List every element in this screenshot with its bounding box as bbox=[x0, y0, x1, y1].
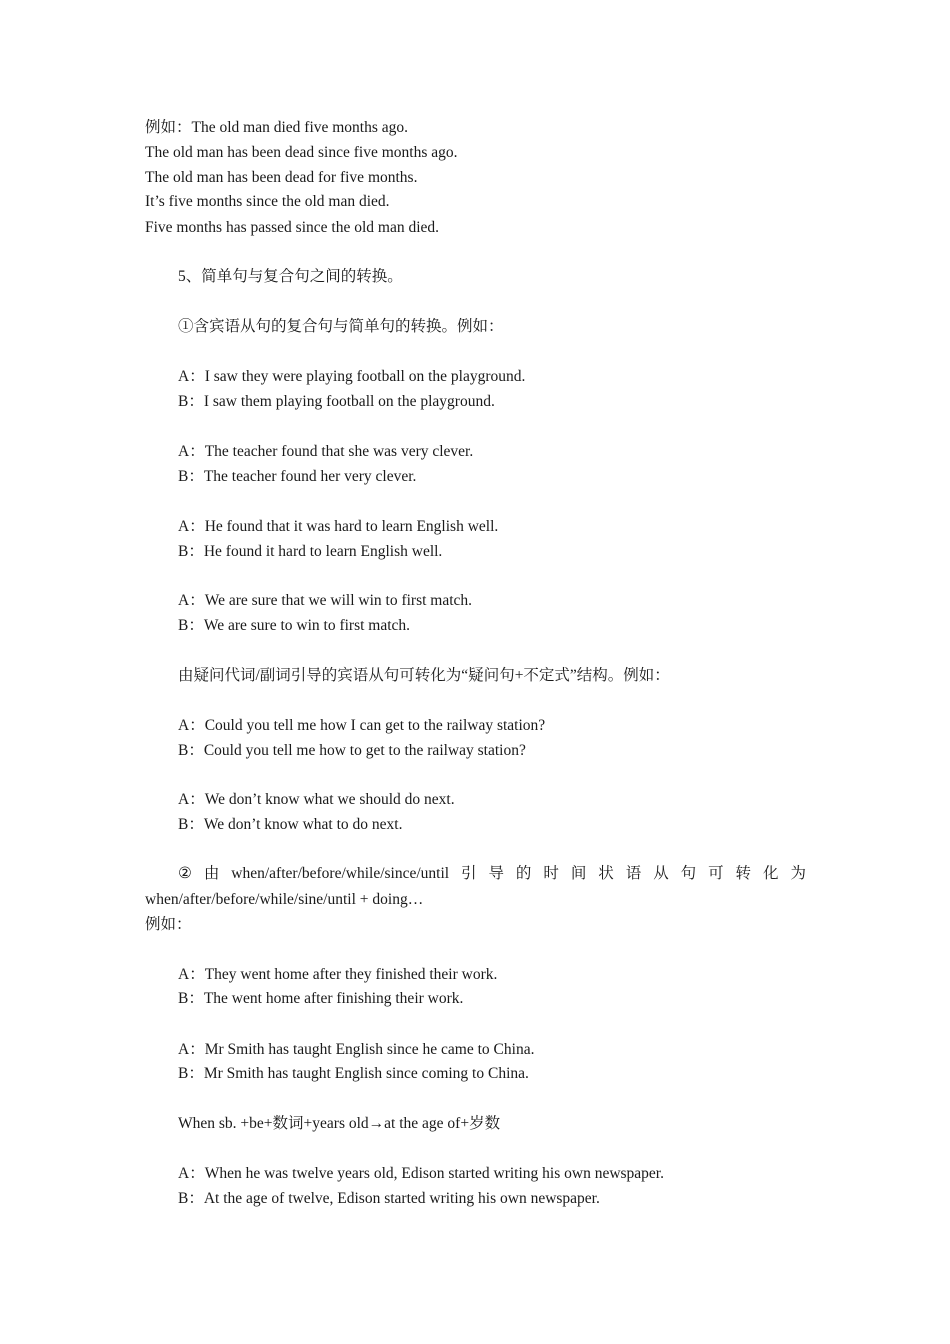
subsection-heading-justified bbox=[178, 864, 806, 884]
example-b: B：Mr Smith has taught English since coming to China. bbox=[178, 1065, 529, 1082]
note-text: 由疑问代词/副词引导的宾语从句可转化为“疑问句+不定式”结构。例如： bbox=[178, 667, 670, 684]
example-b: B：He found it hard to learn English well. bbox=[178, 543, 443, 560]
heading-token: ② bbox=[178, 865, 192, 882]
intro-line: The old man has been dead for five months. bbox=[145, 169, 418, 186]
example-b: B：The teacher found her very clever. bbox=[178, 468, 417, 485]
example-a: A：I saw they were playing football on the playground. bbox=[178, 368, 526, 385]
example-a: A：Could you tell me how I can get to the railway station? bbox=[178, 717, 546, 734]
heading-token: 状 bbox=[598, 865, 614, 882]
example-b: B：We are sure to win to first match. bbox=[178, 617, 411, 634]
subsection-heading: ①含宾语从句的复合句与简单句的转换。例如： bbox=[178, 318, 504, 335]
intro-line: The old man has been dead since five months ago. bbox=[145, 144, 458, 161]
heading-token: when/after/before/while/since/until bbox=[231, 865, 450, 882]
section-heading: 5、简单句与复合句之间的转换。 bbox=[178, 268, 403, 285]
subsection-heading-cont: 例如： bbox=[145, 916, 192, 933]
heading-token: 时 bbox=[543, 865, 559, 882]
rule-text: When sb. +be+数词+years old→at the age of+岁数 bbox=[178, 1115, 501, 1132]
example-a: A：When he was twelve years old, Edison started writing his own newspaper. bbox=[178, 1165, 664, 1182]
example-b: B：At the age of twelve, Edison started writing his own newspaper. bbox=[178, 1190, 600, 1207]
heading-token: 间 bbox=[570, 865, 587, 882]
heading-token: 从 bbox=[653, 865, 669, 882]
example-b: B：Could you tell me how to get to the railway station? bbox=[178, 742, 526, 759]
example-b: B：We don’t know what to do next. bbox=[178, 816, 403, 833]
subsection-heading-cont: when/after/before/while/sine/until + doing… bbox=[145, 891, 424, 908]
heading-token: 句 bbox=[680, 865, 697, 882]
intro-line: It’s five months since the old man died. bbox=[145, 193, 390, 210]
example-a: A：He found that it was hard to learn English well. bbox=[178, 518, 499, 535]
intro-line: Five months has passed since the old man died. bbox=[145, 219, 440, 236]
heading-token: 可 bbox=[708, 865, 724, 882]
example-b: B：I saw them playing football on the playground. bbox=[178, 393, 495, 410]
heading-token: 语 bbox=[625, 865, 642, 882]
example-b: B：The went home after finishing their work. bbox=[178, 990, 464, 1007]
heading-token: 由 bbox=[203, 865, 220, 882]
heading-token: 导 bbox=[488, 865, 504, 882]
intro-line: 例如：The old man died five months ago. bbox=[145, 119, 409, 136]
heading-token: 的 bbox=[515, 865, 532, 882]
heading-token: 化 bbox=[763, 865, 779, 882]
example-a: A：We are sure that we will win to first match. bbox=[178, 592, 473, 609]
heading-token: 为 bbox=[790, 865, 806, 882]
heading-token: 转 bbox=[735, 865, 752, 882]
example-a: A：Mr Smith has taught English since he came to China. bbox=[178, 1041, 535, 1058]
example-a: A：The teacher found that she was very clever. bbox=[178, 443, 474, 460]
heading-token: 引 bbox=[461, 865, 477, 882]
example-a: A：We don’t know what we should do next. bbox=[178, 791, 455, 808]
example-a: A：They went home after they finished their work. bbox=[178, 966, 498, 983]
